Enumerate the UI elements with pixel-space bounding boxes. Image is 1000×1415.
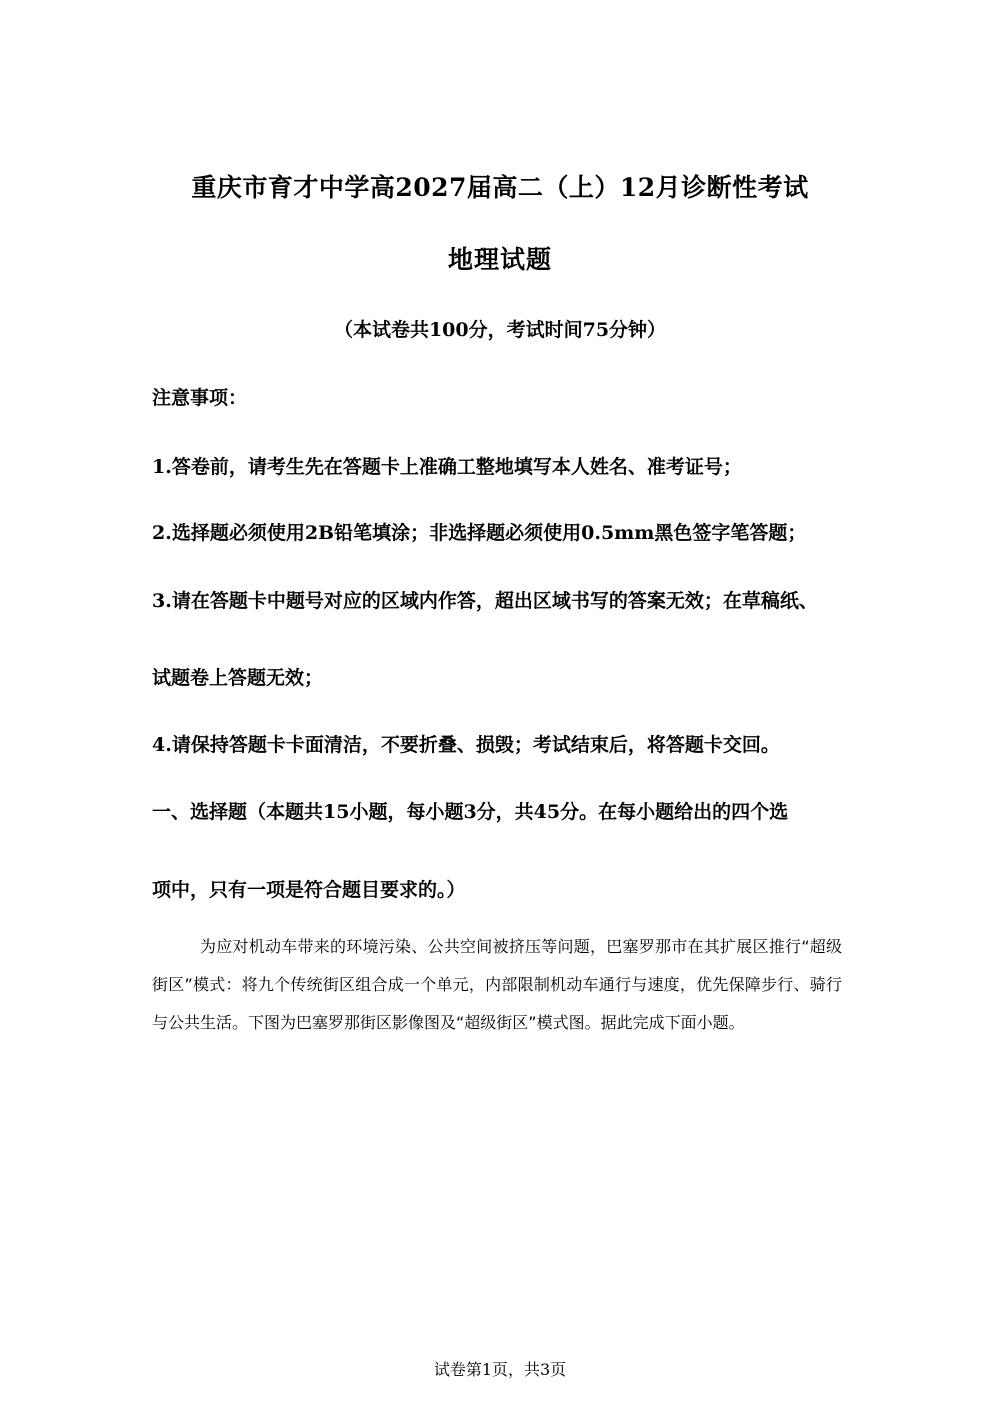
notice-item-3-continued: 试题卷上答题无效； (152, 667, 324, 689)
section-heading: 一、选择题（本题共15小题，每小题3分，共45分。在每小题给出的四个选 (152, 801, 789, 823)
notice-item-3: 3.请在答题卡中题号对应的区域内作答，超出区域书写的答案无效；在草稿纸、 (152, 590, 818, 612)
section-heading-continued: 项中，只有一项是符合题目要求的。） (152, 879, 466, 901)
exam-title: 重庆市育才中学高2027届高二（上）12月诊断性考试 (191, 173, 809, 202)
exam-info: （本试卷共100分，考试时间75分钟） (333, 319, 667, 341)
notice-item-4: 4.请保持答题卡卡面清洁，不要折叠、损毁；考试结束后，将答题卡交回。 (152, 734, 780, 756)
notice-item-2: 2.选择题必须使用2B铅笔填涂；非选择题必须使用0.5mm黑色签字笔答题； (152, 522, 807, 544)
notice-item-1: 1.答卷前，请考生先在答题卡上准确工整地填写本人姓名、准考证号； (152, 456, 742, 478)
notice-heading: 注意事项： (152, 387, 248, 409)
subject-title: 地理试题 (447, 245, 552, 274)
reading-passage: 为应对机动车带来的环境污染、公共空间被挤压等问题，巴塞罗那市在其扩展区推行“超级街区”模式：将九个传统街区组合成一个单元，内部限制机动车通行与速度，优先保障步行、骑行与公共生活。下图为巴塞罗那街区影像图及“超级街区”模式图。据此完成下面小题。 (152, 937, 842, 1032)
page-number-footer: 试卷第1页，共3页 (433, 1360, 567, 1379)
